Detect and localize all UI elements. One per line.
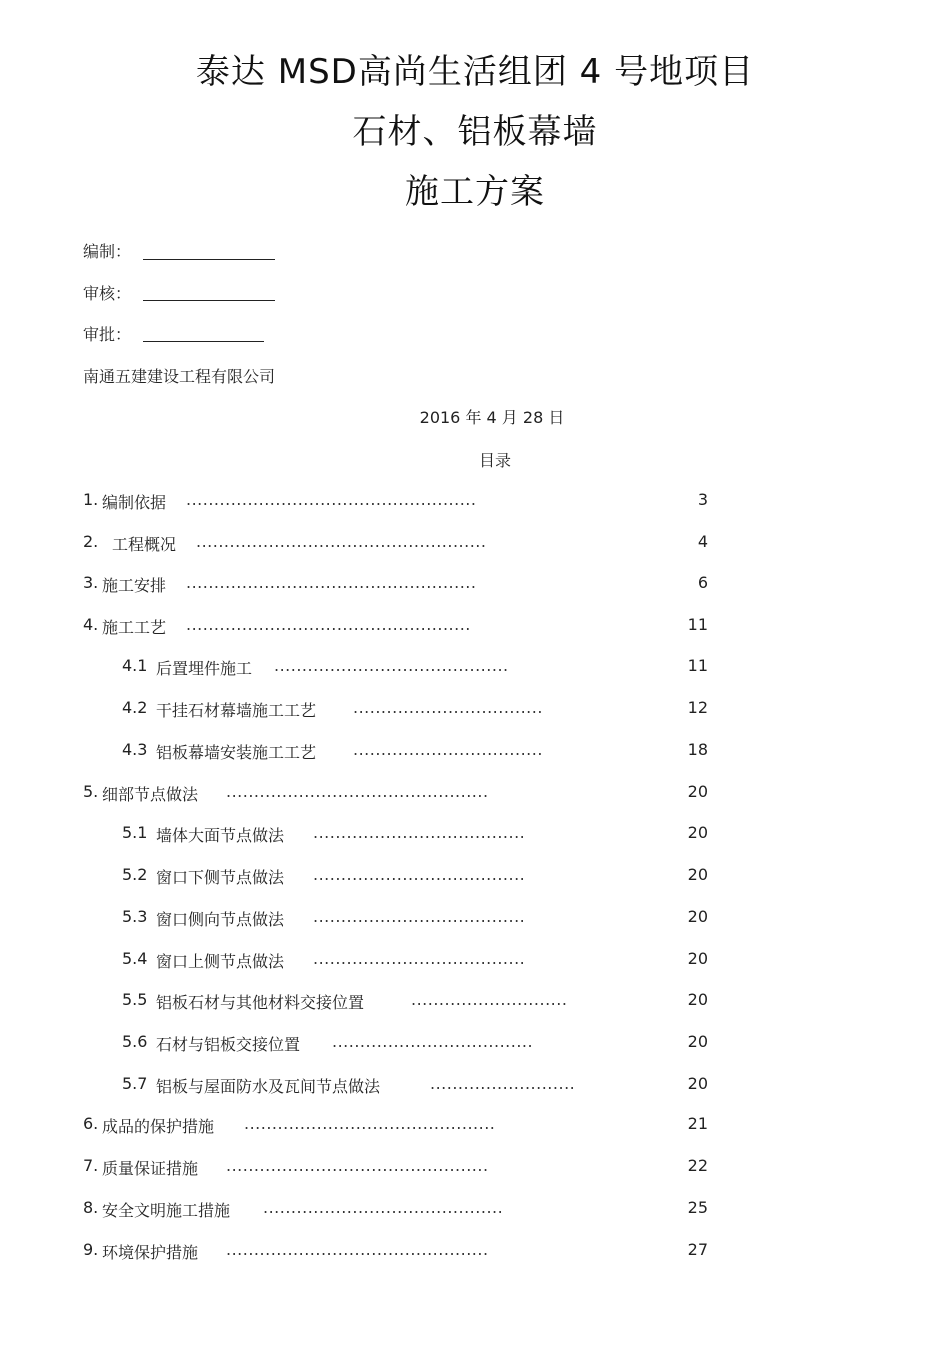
toc-entry-leader: ...................................... <box>313 907 526 926</box>
toc-entry-title: 铝板石材与其他材料交接位置 <box>156 993 365 1012</box>
toc-entry-page: 20 <box>687 823 708 842</box>
toc-entry[interactable] <box>0 990 950 1014</box>
toc-entry-number: 3. <box>83 573 99 592</box>
toc-entry-number: 4. <box>83 615 99 634</box>
toc-entry[interactable] <box>0 490 950 514</box>
toc-entry-leader: ...................................... <box>313 865 526 884</box>
toc-entry-leader: .................................. <box>353 740 543 759</box>
toc-entry[interactable] <box>0 1156 950 1180</box>
toc-entry[interactable] <box>0 532 950 556</box>
toc-entry[interactable] <box>0 865 950 889</box>
toc-entry-title: 后置埋件施工 <box>156 659 253 678</box>
toc-entry-title: 编制依据 <box>102 493 167 512</box>
toc-entry-leader: ............................................... <box>226 1156 489 1175</box>
toc-entry-page: 20 <box>687 782 708 801</box>
company-name: 南通五建建设工程有限公司 <box>83 367 276 386</box>
toc-entry-number: 5.1 <box>122 823 148 842</box>
toc-entry-page: 18 <box>687 740 708 759</box>
toc-entry-title: 环境保护措施 <box>102 1243 199 1262</box>
toc-entry-number: 4.2 <box>122 698 148 717</box>
toc-entry-title: 细部节点做法 <box>102 785 199 804</box>
toc-entry-page: 20 <box>687 1032 708 1051</box>
toc-entry-page: 20 <box>687 990 708 1009</box>
toc-entry[interactable] <box>0 698 950 722</box>
toc-entry-title: 窗口下侧节点做法 <box>156 868 285 887</box>
toc-entry[interactable] <box>0 656 950 680</box>
toc-heading: 目录 <box>478 451 511 470</box>
toc-entry-title: 施工工艺 <box>102 618 167 637</box>
toc-entry[interactable] <box>0 949 950 973</box>
document-date: 2016 年 4 月 28 日 <box>419 408 565 427</box>
toc-entry-page: 21 <box>687 1114 708 1133</box>
toc-entry[interactable] <box>0 615 950 639</box>
toc-entry-leader: ........................................... <box>263 1198 504 1217</box>
toc-entry-leader: .......................... <box>430 1074 576 1093</box>
toc-entry-page: 27 <box>687 1240 708 1259</box>
toc-entry[interactable] <box>0 782 950 806</box>
toc-entry-page: 22 <box>687 1156 708 1175</box>
toc-entry-page: 20 <box>687 1074 708 1093</box>
toc-entry-number: 9. <box>83 1240 99 1259</box>
toc-entry-title: 施工安排 <box>102 576 167 595</box>
toc-entry-title: 工程概况 <box>112 535 177 554</box>
toc-entry-title: 干挂石材幕墙施工工艺 <box>156 701 317 720</box>
toc-entry-number: 8. <box>83 1198 99 1217</box>
toc-entry-number: 5.2 <box>122 865 148 884</box>
compiled-by-line <box>143 259 275 260</box>
toc-entry-number: 1. <box>83 490 99 509</box>
toc-entry-title: 质量保证措施 <box>102 1159 199 1178</box>
toc-entry-leader: ............................................... <box>226 1240 489 1259</box>
toc-entry-title: 成品的保护措施 <box>102 1117 215 1136</box>
toc-entry-page: 20 <box>687 865 708 884</box>
reviewed-by-line <box>143 300 275 301</box>
toc-entry[interactable] <box>0 1114 950 1138</box>
approved-by-label: 审批： <box>83 325 132 344</box>
toc-entry-leader: .................................... <box>332 1032 534 1051</box>
toc-entry-leader: ...................................... <box>313 823 526 842</box>
toc-entry-number: 5.6 <box>122 1032 148 1051</box>
toc-entry-leader: ............................................. <box>244 1114 496 1133</box>
toc-entry-title: 墙体大面节点做法 <box>156 826 285 845</box>
toc-entry-title: 铝板与屋面防水及瓦间节点做法 <box>156 1077 381 1096</box>
toc-entry[interactable] <box>0 1032 950 1056</box>
toc-entry-leader: ............................................... <box>226 782 489 801</box>
toc-entry-number: 4.1 <box>122 656 148 675</box>
toc-entry[interactable] <box>0 740 950 764</box>
toc-entry-page: 20 <box>687 907 708 926</box>
toc-entry-page: 11 <box>687 615 708 634</box>
toc-entry[interactable] <box>0 1074 950 1098</box>
toc-entry-number: 5.3 <box>122 907 148 926</box>
toc-entry-page: 3 <box>697 490 708 509</box>
toc-entry-number: 4.3 <box>122 740 148 759</box>
reviewed-by-label: 审核： <box>83 284 132 303</box>
toc-entry-page: 11 <box>687 656 708 675</box>
toc-entry-title: 石材与铝板交接位置 <box>156 1035 301 1054</box>
toc-entry[interactable] <box>0 573 950 597</box>
toc-entry-number: 5.5 <box>122 990 148 1009</box>
toc-entry[interactable] <box>0 1240 950 1264</box>
toc-entry-leader: .................................. <box>353 698 543 717</box>
toc-entry[interactable] <box>0 1198 950 1222</box>
toc-entry-leader: .......................................... <box>274 656 509 675</box>
toc-entry-page: 25 <box>687 1198 708 1217</box>
toc-entry-page: 6 <box>697 573 708 592</box>
toc-entry-page: 12 <box>687 698 708 717</box>
toc-entry-number: 2. <box>83 532 99 551</box>
toc-entry-number: 5. <box>83 782 99 801</box>
title-line-2: 石材、铝板幕墙 <box>352 112 598 152</box>
toc-entry-number: 5.4 <box>122 949 148 968</box>
toc-entry-title: 窗口侧向节点做法 <box>156 910 285 929</box>
toc-entry-leader: ............................ <box>411 990 568 1009</box>
toc-entry[interactable] <box>0 907 950 931</box>
toc-entry-number: 5.7 <box>122 1074 148 1093</box>
toc-entry-page: 20 <box>687 949 708 968</box>
toc-entry-leader: .................................................... <box>196 532 487 551</box>
compiled-by-label: 编制： <box>83 242 132 261</box>
toc-entry-leader: .................................................... <box>186 573 477 592</box>
toc-entry-title: 窗口上侧节点做法 <box>156 952 285 971</box>
toc-entry-number: 6. <box>83 1114 99 1133</box>
approved-by-line <box>143 341 264 342</box>
title-line-3: 施工方案 <box>405 172 545 212</box>
toc-entry-title: 铝板幕墙安装施工工艺 <box>156 743 317 762</box>
toc-entry-number: 7. <box>83 1156 99 1175</box>
title-line-1: 泰达 MSD高尚生活组团 4 号地项目 <box>195 52 755 92</box>
toc-entry-leader: .................................................... <box>186 490 477 509</box>
toc-entry-leader: ................................................... <box>186 615 471 634</box>
toc-entry-title: 安全文明施工措施 <box>102 1201 231 1220</box>
toc-entry-page: 4 <box>697 532 708 551</box>
toc-entry[interactable] <box>0 823 950 847</box>
toc-entry-leader: ...................................... <box>313 949 526 968</box>
